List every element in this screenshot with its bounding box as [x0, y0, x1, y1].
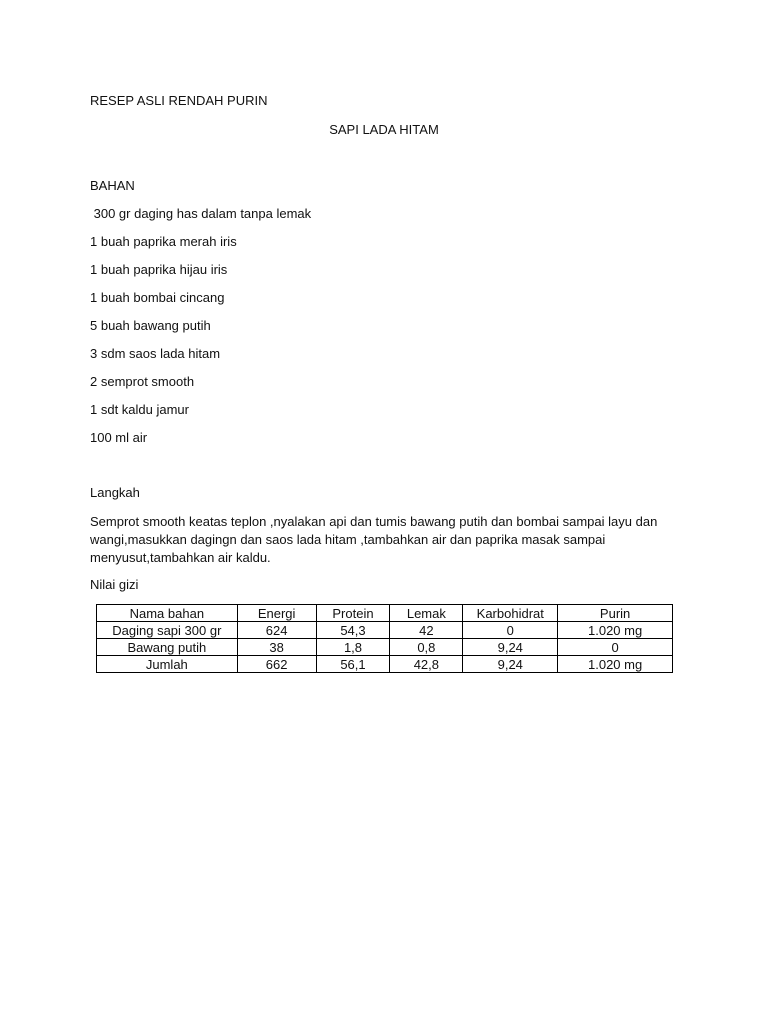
column-header-nama-bahan: Nama bahan	[97, 605, 238, 622]
ingredient-item: 100 ml air	[90, 430, 148, 445]
ingredient-item: 1 buah paprika merah iris	[90, 234, 237, 249]
table-header-row	[97, 605, 673, 622]
table-cell: 42	[390, 622, 463, 639]
table-cell: 0	[558, 639, 673, 656]
table-cell: 9,24	[463, 656, 558, 673]
column-header-energi: Energi	[237, 605, 316, 622]
table-cell: 0,8	[390, 639, 463, 656]
ingredient-item: 300 gr daging has dalam tanpa lemak	[90, 206, 312, 221]
recipe-title	[0, 122, 768, 138]
steps-paragraph: Semprot smooth keatas teplon ,nyalakan api dan tumis bawang putih dan bombai sampai layu dan wangi,masukkan dagingn dan saos lada hitam ,tambahkan air dan paprika masak sampai menyusut,tambahkan air kaldu.	[90, 514, 658, 565]
table-row	[97, 656, 673, 673]
table-cell: 9,24	[463, 639, 558, 656]
table-cell: Bawang putih	[97, 639, 238, 656]
table-cell: 54,3	[316, 622, 390, 639]
ingredient-item: 2 semprot smooth	[90, 374, 195, 389]
ingredients-heading: BAHAN	[90, 178, 135, 193]
table-row	[97, 639, 673, 656]
table-cell: 38	[237, 639, 316, 656]
ingredient-item: 1 buah bombai cincang	[90, 290, 225, 305]
column-header-karbohidrat: Karbohidrat	[463, 605, 558, 622]
nutrition-table	[96, 604, 673, 673]
recipe-title-text: SAPI LADA HITAM	[329, 122, 439, 137]
table-row	[97, 622, 673, 639]
ingredient-item: 5 buah bawang putih	[90, 318, 211, 333]
table-cell: 56,1	[316, 656, 390, 673]
table-cell: Daging sapi 300 gr	[97, 622, 238, 639]
nutrition-heading: Nilai gizi	[90, 577, 139, 592]
table-cell: 1.020 mg	[558, 656, 673, 673]
table-cell: 662	[237, 656, 316, 673]
column-header-lemak: Lemak	[390, 605, 463, 622]
column-header-protein: Protein	[316, 605, 390, 622]
header-title: RESEP ASLI RENDAH PURIN	[90, 93, 268, 108]
table-cell: 1.020 mg	[558, 622, 673, 639]
ingredient-item: 1 sdt kaldu jamur	[90, 402, 189, 417]
table-cell: 1,8	[316, 639, 390, 656]
ingredient-item: 1 buah paprika hijau iris	[90, 262, 228, 277]
column-header-purin: Purin	[558, 605, 673, 622]
table-cell: 42,8	[390, 656, 463, 673]
table-cell: 0	[463, 622, 558, 639]
table-cell: Jumlah	[97, 656, 238, 673]
table-cell: 624	[237, 622, 316, 639]
ingredients-list	[90, 206, 311, 458]
ingredient-item: 3 sdm saos lada hitam	[90, 346, 221, 361]
steps-heading: Langkah	[90, 485, 140, 500]
